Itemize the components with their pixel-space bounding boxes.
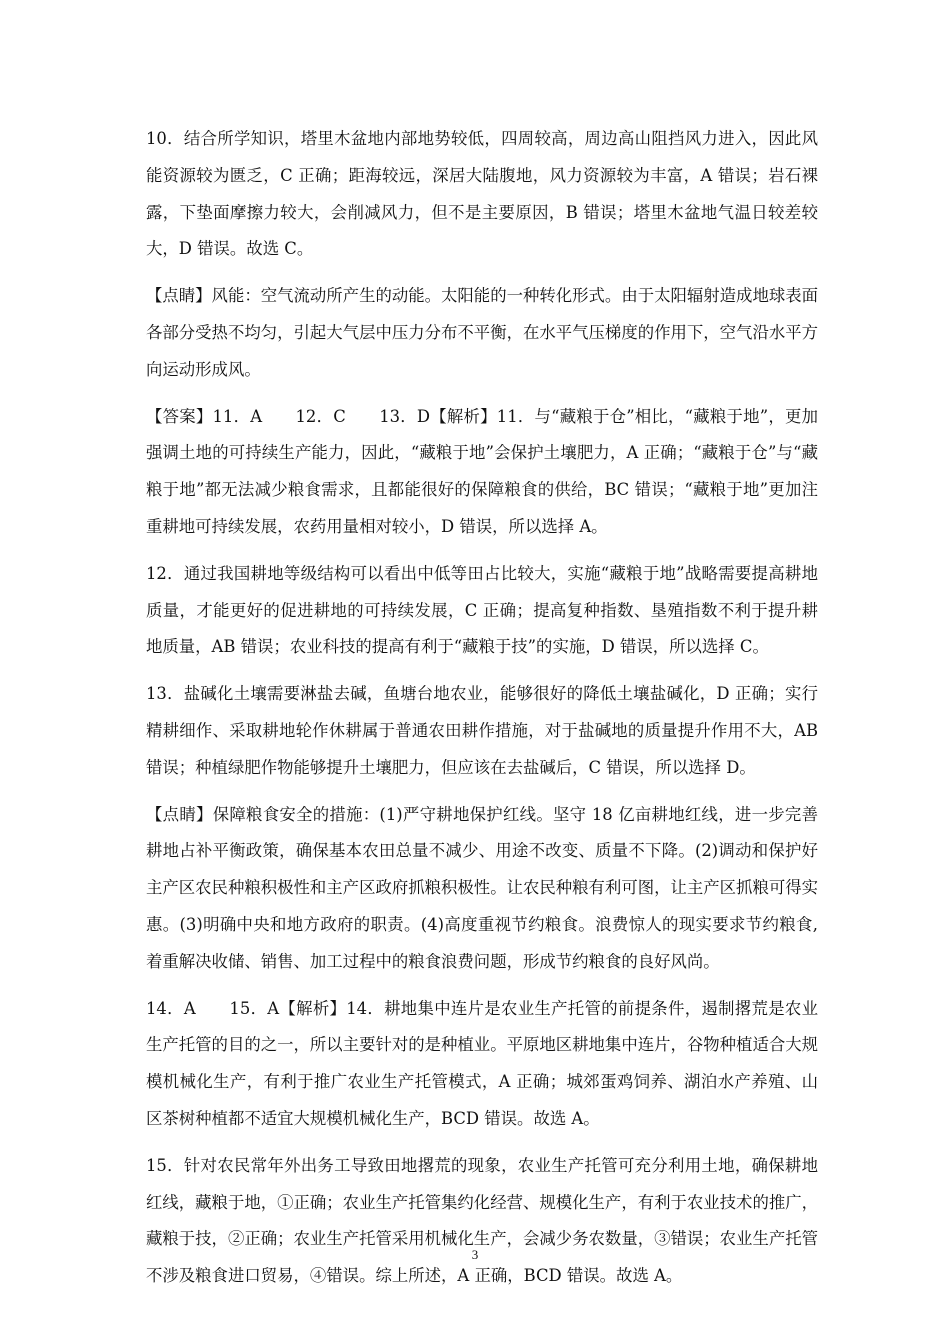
paragraph-q10-explanation: 10．结合所学知识，塔里木盆地内部地势较低，四周较高，周边高山阻挡风力进入，因此风能资源较为匮乏，C 正确；距海较远，深居大陆腹地，风力资源较为丰富，A 错误；岩石裸露，下垫面摩擦力较大，会削减风力，但不是主要原因，B 错误；塔里木盆地气温日较差较大，D 错误。故选 C。 bbox=[146, 129, 818, 259]
paragraph-q12-explanation: 12．通过我国耕地等级结构可以看出中低等田占比较大，实施“藏粮于地”战略需要提高耕地质量，才能更好的促进耕地的可持续发展，C 正确；提高复种指数、垦殖指数不利于提升耕地质量，AB 错误；农业科技的提高有利于“藏粮于技”的实施，D 错误，所以选择 C。 bbox=[146, 563, 818, 657]
paragraph-q10-note: 【点睛】风能：空气流动所产生的动能。太阳能的一种转化形式。由于太阳辐射造成地球表面各部分受热不均匀，引起大气层中压力分布不平衡，在水平气压梯度的作用下，空气沿水平方向运动形成风。 bbox=[146, 286, 819, 379]
paragraph-q14-answer: 14．A 15．A【解析】14．耕地集中连片是农业生产托管的前提条件，遏制撂荒是农业生产托管的目的之一，所以主要针对的是种植业。平原地区耕地集中连片，谷物种植适合大规模机械化生产，有利于推广农业生产托管模式，A 正确；城郊蛋鸡饲养、湖泊水产养殖、山区茶树种植都不适宜大规模机械化生产，BCD 错误。故选 A。 bbox=[146, 998, 819, 1128]
paragraph-q11-answer: 【答案】11．A 12．C 13．D【解析】11．与“藏粮于仓”相比，“藏粮于地”，更加强调土地的可持续生产能力，因此，“藏粮于地”会保护土壤肥力，A 正确；“藏粮于仓”与“藏粮于地”都无法减少粮食需求，且都能很好的保障粮食的供给，BC 错误；“藏粮于地”更加注重耕地可持续发展，农药用量相对较小，D 错误，所以选择 A。 bbox=[146, 406, 818, 536]
page-number: 3 bbox=[471, 1247, 479, 1262]
paragraph-q13-explanation: 13．盐碱化土壤需要淋盐去碱，鱼塘台地农业，能够很好的降低土壤盐碱化，D 正确；实行精耕细作、采取耕地轮作休耕属于普通农田耕作措施，对于盐碱地的质量提升作用不大，AB 错误；种植绿肥作物能够提升土壤肥力，但应该在去盐碱后，C 错误，所以选择 D。 bbox=[146, 684, 818, 777]
answer-explanations bbox=[146, 121, 818, 1305]
paragraph-q15-explanation: 15．针对农民常年外出务工导致田地撂荒的现象，农业生产托管可充分利用土地，确保耕地红线，藏粮于地，①正确；农业生产托管集约化经营、规模化生产，有利于农业技术的推广，藏粮于技，②正确；农业生产托管采用机械化生产，会减少务农数量，③错误；农业生产托管不涉及粮食进口贸易，④错误。综上所述，A 正确，BCD 错误。故选 A。 bbox=[146, 1155, 819, 1286]
paragraph-q13-note: 【点睛】保障粮食安全的措施：(1)严守耕地保护红线。坚守 18 亿亩耕地红线，进一步完善耕地占补平衡政策，确保基本农田总量不减少、用途不改变、质量不下降。(2)调动和保护好主产区农民种粮积极性和主产区政府抓粮积极性。让农民种粮有利可图，让主产区抓粮可得实惠。(3)明确中央和地方政府的职责。(4)高度重视节约粮食。浪费惊人的现实要求节约粮食,着重解决收储、销售、加工过程中的粮食浪费问题，形成节约粮食的良好风尚。 bbox=[146, 804, 819, 971]
